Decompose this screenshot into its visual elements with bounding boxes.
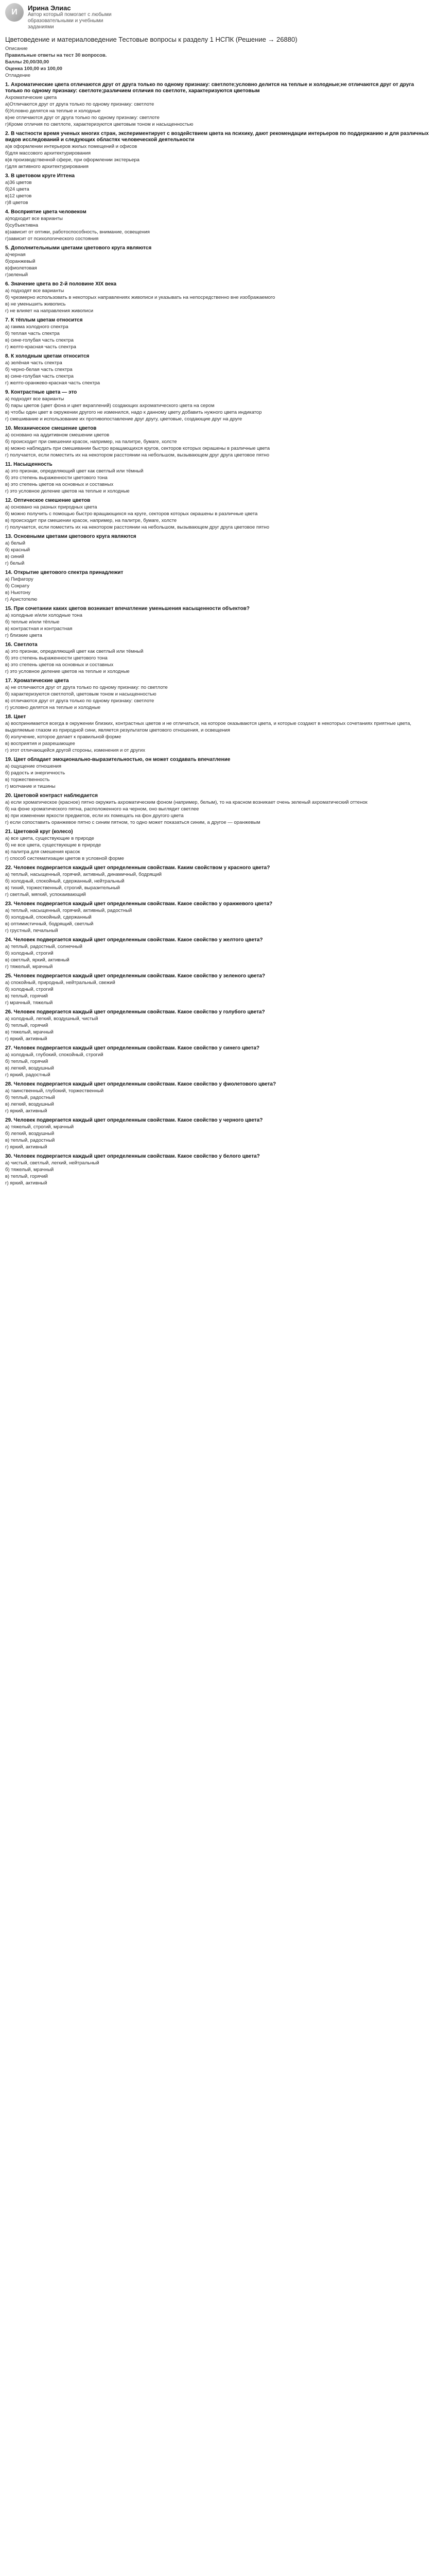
answer-option: а) это признак, определяющий цвет как светлый или тёмный [5,649,144,654]
answer-option: в) теплый, радостный [5,1138,55,1143]
answer-option: в)в производственной сфере, при оформлении экстерьера [5,157,139,163]
grade-line: Оценка 100,00 из 100,00 [5,66,62,72]
question-item [5,793,431,826]
question-text: 11. Насыщенность [5,462,53,467]
answer-option: а)черная [5,252,26,258]
answer-option: в) сине-голубая часть спектра [5,337,74,343]
question-text: 13. Основными цветами цветового круга являются [5,534,136,539]
answer-option: б) тяжелый, мрачный [5,1167,54,1173]
answer-option: в)12 цветов [5,193,32,199]
answer-option: г) тяжелый, мрачный [5,964,53,970]
question-item [5,606,431,639]
answer-option: г)зеленый [5,272,28,278]
answer-option: а) если хроматическое (красное) пятно окружить ахроматическим фоном (например, белым), то на красном возникает очень зеленый ахроматический оттенок [5,800,368,805]
answer-option: г) Аристотелю [5,597,38,602]
answer-option: в) чтобы один цвет в окружении другого не изменился, надо к данному цвету добавить нужного цвета индикатор [5,410,262,415]
question-item [5,1009,431,1042]
answer-option: в)фиолетовая [5,265,37,271]
answer-option: г)8 цветов [5,200,28,206]
answer-option: а) ощущение отношения [5,764,62,769]
question-text: 26. Человек подвергается каждый цвет определенным свойствам. Какое свойство у голубого цвета? [5,1009,265,1015]
answer-option: б) радость и энергичность [5,770,65,776]
question-list [5,82,431,1187]
answer-option: а) тяжелый, строгий, мрачный [5,1124,74,1130]
question-text: 27. Человек подвергается каждый цвет определенным свойствам. Какое свойство у синего цвета? [5,1045,260,1051]
answer-option: а) воспринимается всегда в окружении близких, контрастных цветов и не отличаться, на которое оказываются цвета, и которые создают в некоторых сочетаниях приятные цвета, выделяемые глазом из природной сини, является результатом цветового отношения, и освещения [5,721,412,733]
answer-option: г) яркий, радостный [5,1072,50,1078]
answer-option: б) холодный, спокойный, сдержанный [5,914,92,920]
answer-option: г) желто-красная часть спектра [5,344,76,350]
answer-option: в) контрастная и контрастная [5,626,73,632]
answer-option: г)для активного архитектурирования [5,164,89,170]
answer-option: г) получается, если поместить их на некотором расстоянии на небольшом, вызывающем друг друга цветовое пятно [5,524,270,530]
question-text: 6. Значение цвета во 2-й половине XIX века [5,281,117,287]
answer-option: б) красный [5,547,30,553]
answer-option: в) синий [5,554,24,560]
answer-option: г) способ систематизации цветов в условной форме [5,856,124,861]
answer-option: в) оптимистичный, бодрящий, светлый [5,921,94,927]
answer-option: г) это условное деление цветов на теплые и холодные [5,669,130,674]
question-text: 4. Восприятие цвета человеком [5,209,86,215]
answer-option: г) молчание и тишины [5,784,56,789]
question-text: 3. В цветовом круге Иттена [5,173,75,179]
question-text: 8. К холодным цветам относится [5,353,90,359]
answer-option: б) теплый, радостный [5,1095,55,1100]
author-header [5,3,431,30]
author-description: Автор который помогает с любыми образовательными и учебными заданиями [28,12,112,30]
answer-option: а) теплый, радостный, солнечный [5,944,82,950]
answer-option: а)подходит все варианты [5,216,63,222]
answer-option: б) холодный, строгий [5,987,54,992]
question-text: 22. Человек подвергается каждый цвет определенным свойствам. Каким свойством у красного цвета? [5,865,270,871]
question-item [5,353,431,386]
answer-option: б) теплый, горячий [5,1023,48,1028]
author-info [28,3,115,30]
question-text: 2. В частности время ученых многих стран, экспериментирует с воздействием цвета на психику, дают рекомендации интерьеров по поддержанию и для различных видов исследований и следующих областях человеческой деятельности [5,131,429,143]
answer-option: в) можно наблюдать при смешивании быстро вращающихся кругов, секторов которых окрашены в различные цвета [5,446,270,451]
question-item [5,937,431,970]
question-text: 5. Дополнительными цветами цветового круга являются [5,245,152,251]
question-item [5,570,431,603]
question-text: 23. Человек подвергается каждый цвет определенным свойствам. Какое свойство у оранжевого цвета? [5,901,273,907]
question-text: 9. Контрастные цвета — это [5,389,77,395]
answer-option: г)Кроме отличия по светлоте, характеризуются цветовым тоном и насыщенностью [5,122,194,127]
answer-option: а)36 цветов [5,180,32,185]
answer-option: а) холодный, глубокий, спокойный, строгий [5,1052,103,1058]
question-text: 19. Цвет обладает эмоционально-выразительностью, он может создавать впечатление [5,757,231,762]
answer-option: в) тяжелый, мрачный [5,1029,54,1035]
answer-option: б)субъективна [5,223,39,228]
answer-option: б) чрезмерно использовать в некоторых направлениях живописи и указывать на непосредственно вне изображаемого [5,295,275,300]
question-item [5,281,431,314]
subtitle: Правильные ответы на тест 30 вопросов. [5,53,107,58]
answer-option: б) это степень выраженности цветового тона [5,655,108,661]
answer-option: б) Сократу [5,583,30,589]
question-item [5,245,431,278]
question-item [5,389,431,422]
answer-option: б) это степень выраженности цветового тона [5,475,108,481]
doc-meta [5,45,431,79]
answer-option: г) яркий, активный [5,1108,47,1114]
question-item [5,714,431,754]
answer-option: г) смешивание и использование их противопоставление друг другу, цветовые, создающие друг на друге [5,416,242,422]
answer-option: а) основано на аддитивном смешении цветов [5,432,110,438]
answer-option: в) это степень цветов на основных и составных [5,662,114,668]
answer-option: г) этот отличающейся другой стороны, изменения и от других [5,748,145,753]
answer-option: б) холодный, спокойный, сдержанный, нейтральный [5,878,125,884]
answer-option: б) черно-белая часть спектра [5,367,73,372]
answer-option: в) не уменьшить живопись [5,301,66,307]
answer-option: а) холодные и/или холодные тона [5,613,82,618]
question-item [5,498,431,531]
question-item [5,829,431,862]
question-item [5,317,431,350]
answer-option: а) теплый, насыщенный, горячий, активный, динамичный, бодрящий [5,872,162,877]
question-text: 21. Цветовой круг (колесо) [5,829,73,835]
answer-option: а) основано на разных природных цвета [5,504,97,510]
question-text: 28. Человек подвергается каждый цвет определенным свойствам. Какое свойство у фиолетового цвета? [5,1081,276,1087]
page-title: Цветоведение и материаловедение Тестовые вопросы к разделу 1 НСПК (Решение → 26880) [5,36,298,43]
answer-option: б) излучение, которое делает к правильной форме [5,734,121,740]
question-item [5,1154,431,1187]
answer-option: в)не отличаются друг от друга только по одному признаку: светлоте [5,115,160,121]
answer-option: в) теплый, горячий [5,1174,48,1179]
question-item [5,131,431,170]
question-text: 10. Механическое смешение цветов [5,426,97,431]
answer-option: а) спокойный, природный, нейтральный, свежий [5,980,115,986]
question-text: 29. Человек подвергается каждый цвет определенным свойствам. Какое свойство у черного цвета? [5,1117,263,1123]
answer-option: в) торжественность [5,777,50,783]
question-item [5,678,431,711]
author-name[interactable]: Ирина Элиас [28,4,71,12]
answer-option: г) не влияет на направления живописи [5,308,94,314]
answer-option: а)в оформлении интерьеров жилых помещений и офисов [5,144,137,149]
answer-option: г) яркий, активный [5,1180,47,1186]
answer-option: в) теплый, горячий [5,993,48,999]
question-item [5,209,431,242]
answer-option: а) холодный, легкий, воздушный, чистый [5,1016,98,1022]
answer-option: а) Пифагору [5,577,33,582]
question-item [5,1081,431,1114]
answer-option: г)зависит от психологического состояния [5,236,99,242]
question-item [5,865,431,898]
answer-option: в) палитра для смешения красок [5,849,80,855]
answer-option: а) чистый, светлый, легкий, нейтральный [5,1160,99,1166]
question-item [5,901,431,934]
answer-option: б) происходит при смешении красок, например, на палитре, бумаге, холсте [5,439,177,445]
answer-option: б)24 цвета [5,187,29,192]
answer-option: б)для массового архитектурирования [5,150,91,156]
answer-option: г) получается, если поместить их на некотором расстоянии на небольшом, вызывающем друг друга цветовое пятно [5,452,270,458]
answer-option: в) сине-голубая часть спектра [5,374,74,379]
question-text: 25. Человек подвергается каждый цвет определенным свойствам. Какое свойство у зеленого цвета? [5,973,266,979]
answer-option: б) можно получить с помощью быстро вращающихся на круге, секторов которых окрашены в различные цвета [5,511,258,517]
answer-option: в) при изменении яркости предметов, если их помещать на фон другого цвета [5,813,184,819]
answer-option: в) это степень цветов на основных и составных [5,482,114,487]
answer-option: г) если сопоставить оранжевое пятно с синим пятном, то одно может показаться синим, а другое — оранжевым [5,820,260,825]
start-label: Отладение [5,73,31,78]
question-item [5,534,431,567]
description-label: Описание [5,46,28,52]
answer-option: а) таинственный, глубокий, торжественный [5,1088,104,1094]
answer-option: в) тихий, торжественный, строгий, выразительный [5,885,120,891]
answer-option: в)зависит от оптики, работоспособность, внимание, освещения [5,229,150,235]
answer-option: б) теплый, горячий [5,1059,48,1064]
answer-option: в) восприятия и разрешающее [5,741,75,747]
answer-option: г) грустный, печальный [5,928,58,934]
answer-option: б) не все цвета, существующие в природе [5,842,101,848]
answer-option: г) близкие цвета [5,633,42,638]
answer-option: б)оранжевый [5,259,36,264]
answer-option: а)Отличаются друг от друга только по одному признаку: светлоте [5,101,154,107]
answer-option: а) гамма холодного спектра [5,324,68,330]
question-text: 17. Хроматические цвета [5,678,69,684]
answer-option: б)Условно делятся на теплые и холодные [5,108,101,114]
answer-option: а) теплый, насыщенный, горячий, активный, радостный [5,908,132,913]
answer-option: б) легкий, воздушный [5,1131,55,1137]
answer-option: а) зелёная часть спектра [5,360,62,366]
avatar[interactable]: И [5,3,24,22]
answer-option: в) Ньютону [5,590,31,596]
answer-option: б) пары цветов (цвет фона и цвет вкраплений) создающих ахроматического цвета на сером [5,403,215,409]
answer-option: в) отличаются друг от друга только по одному признаку: светлоте [5,698,154,704]
question-text: 1. Ахроматические цвета отличаются друг от друга только по одному признаку: светлоте;условно делится на теплые и холодные;не отличаются друг от друга только по одному признаку: светлоте;различием отличия по светлоте, характеризуются цветовым [5,82,414,94]
answer-option: б) теплая часть спектра [5,331,60,336]
answer-option: б) теплые и/или тёплые [5,619,60,625]
answer-option: г) яркий, активный [5,1144,47,1150]
question-text: 30. Человек подвергается каждый цвет определенным свойствам. Какое свойство у белого цвета? [5,1154,260,1159]
answer-option: в) легкий, воздушный [5,1101,54,1107]
answer-option: г) мрачный, тяжелый [5,1000,53,1006]
answer-option: а) не отличаются друг от друга только по одному признаку: по светлоте [5,685,168,690]
question-item [5,82,431,128]
answer-option: б) на фоне хроматического пятна, расположенного на черном, оно выглядит светлее [5,806,199,812]
question-item [5,642,431,675]
answer-option: а) это признак, определяющий цвет как светлый или тёмный [5,468,144,474]
answer-option: Ахроматические цвета [5,95,57,100]
answer-option: а) белый [5,540,26,546]
question-text: 14. Открытие цветового спектра принадлежит [5,570,124,575]
answer-option: а) подходят все варианты [5,396,64,402]
question-item [5,462,431,495]
answer-option: в) светлый, яркий, активный [5,957,69,963]
question-item [5,426,431,459]
question-item [5,173,431,206]
answer-option: г) яркий, активный [5,1036,47,1042]
question-item [5,1117,431,1150]
question-text: 16. Светлота [5,642,38,648]
answer-option: в) легкий, воздушный [5,1065,54,1071]
answer-option: а) все цвета, существующие в природе [5,836,94,841]
answer-option: г) условно делятся на теплые и холодные [5,705,101,710]
question-item [5,1045,431,1078]
answer-option: г) светлый, мягкий, успокаивающий [5,892,86,897]
question-text: 15. При сочетании каких цветов возникает впечатление уменьшения насыщенности объектов? [5,606,250,612]
question-item [5,973,431,1006]
score-line: Баллы 20,00/30,00 [5,59,49,65]
question-item [5,757,431,790]
answer-option: г) желто-оранжево-красная часть спектра [5,380,100,386]
answer-option: г) это условное деление цветов на теплые и холодные [5,488,130,494]
answer-option: г) белый [5,561,25,566]
question-text: 20. Цветовой контраст наблюдается [5,793,98,799]
answer-option: б) холодный, строгий [5,951,54,956]
question-text: 24. Человек подвергается каждый цвет определенным свойствам. Какое свойство у желтого цвета? [5,937,263,943]
answer-option: б) характеризуются светлотой, цветовым тоном и насыщенностью [5,691,156,697]
question-text: 12. Оптическое смешение цветов [5,498,91,503]
answer-option: а) подходят все варианты [5,288,64,294]
answer-option: в) происходит при смешении красок, например, на палитре, бумаге, холсте [5,518,177,523]
question-text: 18. Цвет [5,714,26,720]
question-text: 7. К тёплым цветам относится [5,317,83,323]
